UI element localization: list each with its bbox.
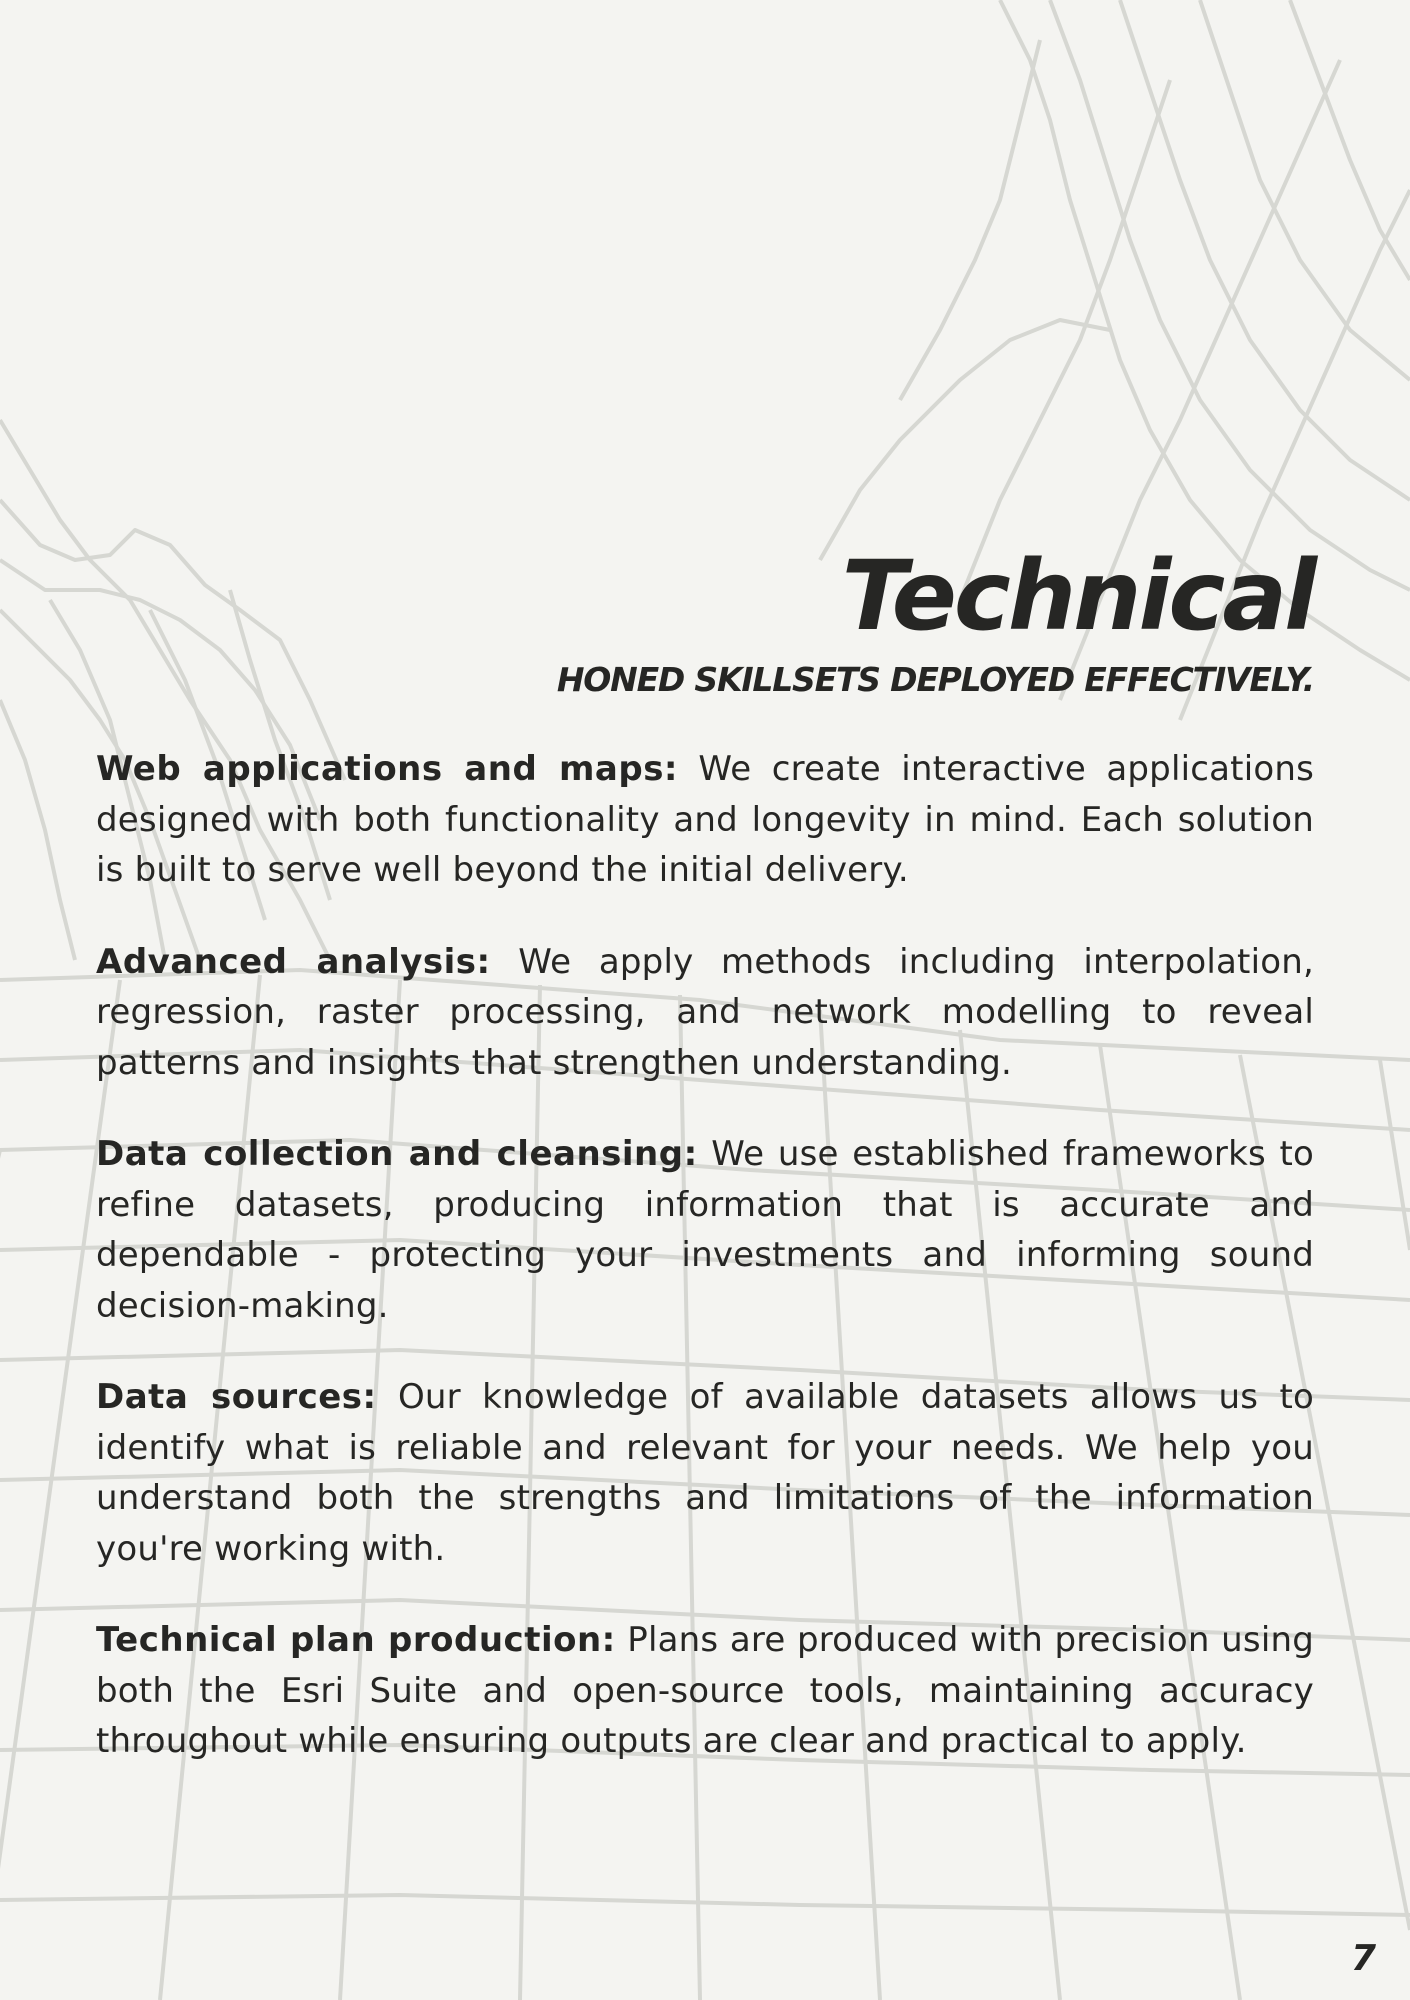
section-advanced-analysis bbox=[96, 937, 1314, 1089]
section-body: Our knowledge of available datasets allows us to identify what is reliable and relevant for your needs. We help you understand both the strengths and limitations of the information you're working with. bbox=[96, 1377, 1314, 1569]
section-body: We use established frameworks to refine datasets, producing information that is accurate and dependable - protecting your investments and informing sound decision-making. bbox=[96, 1134, 1315, 1326]
page-number: 7 bbox=[1350, 1938, 1376, 1979]
section-lead: Web applications and maps: bbox=[96, 749, 679, 789]
page-title: Technical bbox=[841, 540, 1314, 652]
section-lead: Technical plan production: bbox=[96, 1620, 616, 1660]
section-lead: Advanced analysis: bbox=[96, 941, 491, 982]
section-technical-plan bbox=[96, 1615, 1314, 1767]
section-body: We apply methods including interpolation, regression, raster processing, and network modelling to reveal patterns and insights that strengthen understanding. bbox=[96, 941, 1314, 1083]
section-web-applications bbox=[96, 744, 1314, 896]
section-data-sources bbox=[96, 1372, 1314, 1574]
section-body: Plans are produced with precision using both the Esri Suite and open-source tools, maintaining accuracy throughout while ensuring outputs are clear and practical to apply. bbox=[96, 1620, 1315, 1761]
section-lead: Data collection and cleansing: bbox=[96, 1134, 698, 1174]
page-subtitle: HONED SKILLSETS DEPLOYED EFFECTIVELY. bbox=[556, 660, 1314, 699]
section-lead: Data sources: bbox=[96, 1377, 377, 1417]
service-sections bbox=[96, 744, 1314, 1808]
section-data-collection bbox=[96, 1129, 1314, 1331]
section-body: We create interactive applications designed with both functionality and longevity in mind. Each solution is built to serve well beyond the initial delivery. bbox=[96, 749, 1315, 890]
